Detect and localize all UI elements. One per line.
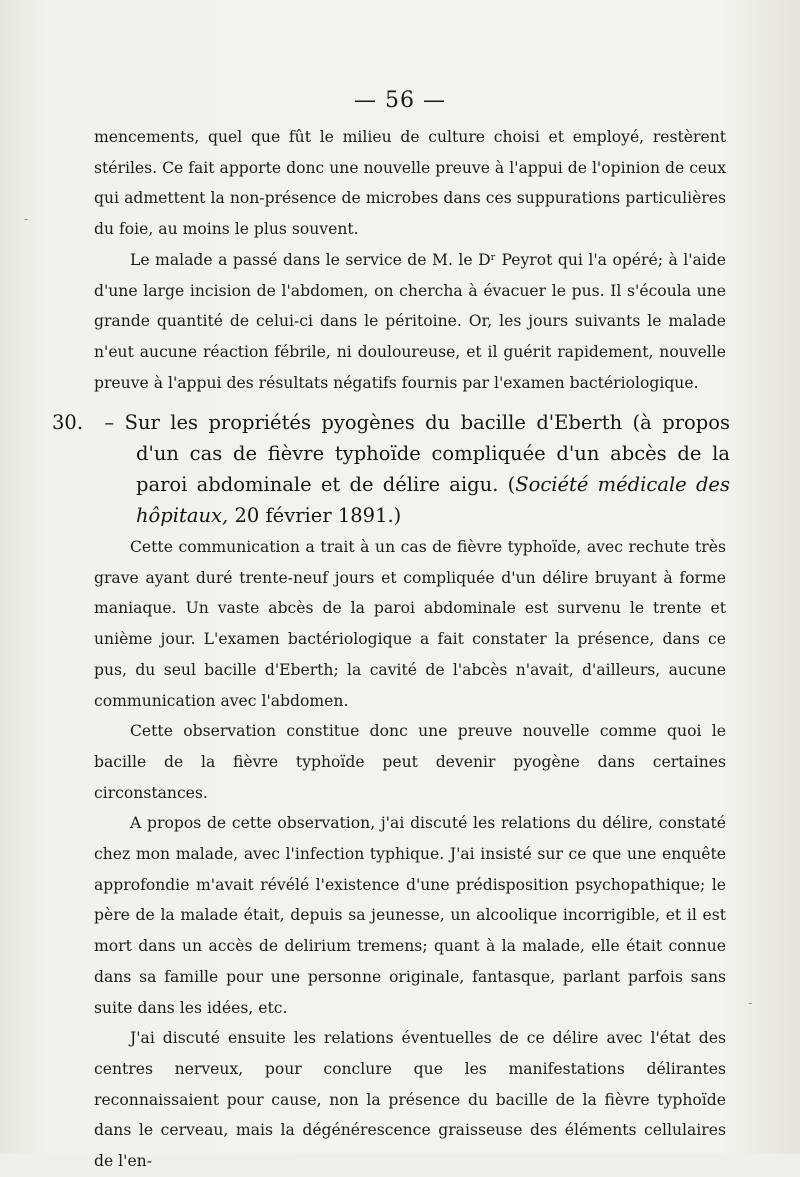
- section-30: [52, 407, 730, 531]
- margin-mark: -: [24, 212, 29, 226]
- paragraph-delirium: A propos de cette observation, j'ai discuté les relations du délire, constaté chez mon malade, avec l'infection typhique. J'ai insisté sur ce que une enquête approfondie m'avait révélé l'existence d'une prédisposition psychopathique; le père de la malade était, depuis sa jeunesse, un alcoolique incorrigible, et il est mort dans un accès de delirium tremens; quant à la malade, elle était connue dans sa famille pour une personne originale, fantasque, parlant parfois sans suite dans les idées, etc.: [94, 814, 726, 1017]
- section-title: 30. – Sur les propriétés pyogènes du bacille d'Eberth (à propos d'un cas de fièvre typhoïde compliquée d'un abcès de la paroi abdominale et de délire aigu. (Société médicale des hôpitaux, 20 février 1891.): [52, 411, 730, 527]
- margin-mark: -: [748, 996, 753, 1010]
- page-number: — 56 —: [354, 88, 446, 113]
- bottom-text-block: [94, 532, 726, 1177]
- section-date: 20 février 1891.): [228, 504, 402, 527]
- section-title-text: Sur les propriétés pyogènes du bacille d'Eberth (à propos d'un cas de fièvre typhoïde compliquée d'un abcès de la paroi abdominale et de délire aigu. (: [124, 411, 730, 496]
- journal-name: Société médicale des hôpitaux,: [136, 473, 730, 527]
- paragraph-case: Cette communication a trait à un cas de fièvre typhoïde, avec rechute très grave ayant duré trente-neuf jours et compliquée d'un délire bruyant à forme maniaque. Un vaste abcès de la paroi abdominale est survenu le trente et unième jour. L'examen bactériologique a fait constater la présence, dans ce pus, du seul bacille d'Eberth; la cavité de l'abcès n'avait, d'ailleurs, aucune communication avec l'abdomen.: [94, 538, 726, 710]
- paragraph-observation: Cette observation constitue donc une preuve nouvelle comme quoi le bacille de la fièvre typhoïde peut devenir pyogène dans certaines circonstances.: [94, 722, 726, 802]
- section-dash: –: [94, 411, 125, 434]
- paragraph-nervous-centres: J'ai discuté ensuite les relations éventuelles de ce délire avec l'état des centres nerveux, pour conclure que les manifestations délirantes reconnaissaient pour cause, non la présence du bacille de la fièvre typhoïde dans le cerveau, mais la dégénérescence graisseuse des éléments cellulaires de l'en-: [94, 1029, 726, 1171]
- paragraph-continuation: mencements, quel que fût le milieu de culture choisi et employé, restèrent stériles. Ce fait apporte donc une nouvelle preuve à l'appui de l'opinion de ceux qui admettent la non-présence de microbes dans ces suppurations particulières du foie, au moins le plus souvent.: [94, 128, 726, 239]
- top-text-block: [94, 122, 726, 398]
- paragraph-surgery: Le malade a passé dans le service de M. le Dʳ Peyrot qui l'a opéré; à l'aide d'une large incision de l'abdomen, on chercha à évacuer le pus. Il s'écoula une grande quantité de celui-ci dans le péritoine. Or, les jours suivants le malade n'eut aucune réaction fébrile, ni douloureuse, et il guérit rapidement, nouvelle preuve à l'appui des résultats négatifs fournis par l'examen bactériologique.: [94, 250, 726, 392]
